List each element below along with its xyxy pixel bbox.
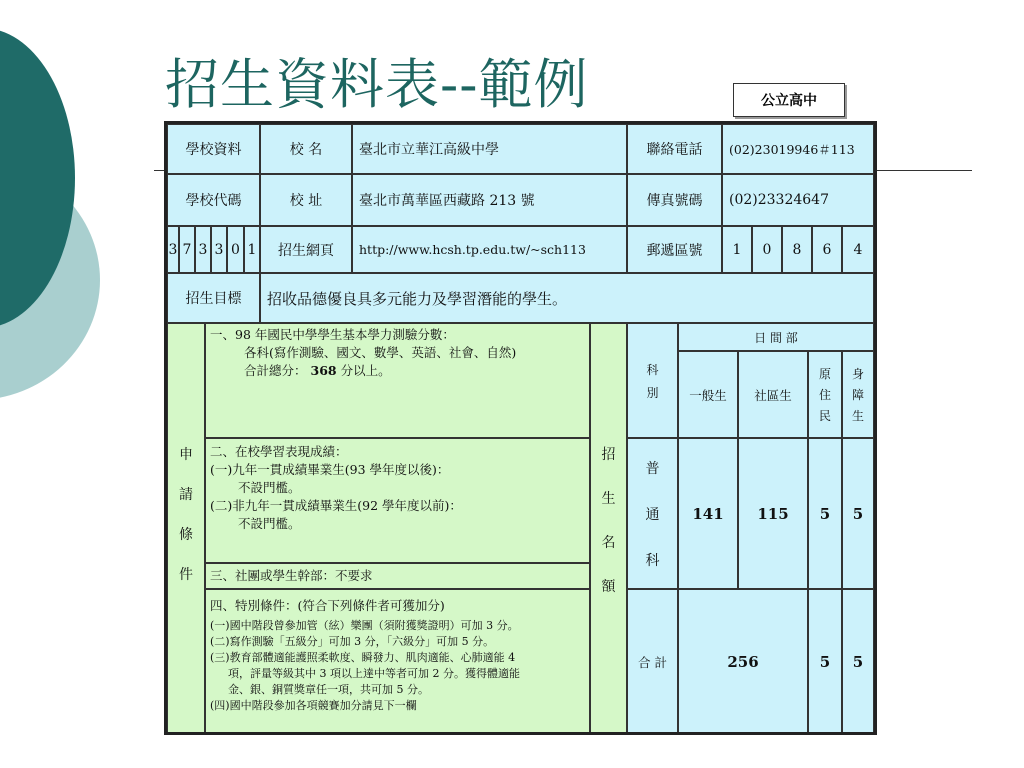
requirement-4-line: (二)寫作測驗「五級分」可加 3 分，「六級分」可加 5 分。	[210, 635, 495, 648]
school-info-label: 學校資料	[167, 124, 260, 174]
requirement-4-line: 項，評量等級其中 3 項以上達中等者可加 2 分。獲得體適能	[228, 667, 520, 680]
zip-digit: 6	[812, 226, 842, 273]
zip-digit: 1	[722, 226, 752, 273]
slide-title: 招生資料表--範例	[165, 53, 589, 116]
column-header-general: 一般生	[678, 351, 738, 438]
quota-label	[590, 323, 627, 735]
column-header-char: 身	[851, 367, 864, 381]
score-label: 合計總分：	[244, 363, 307, 378]
code-digit: 3	[195, 226, 211, 273]
requirements-label-char: 條	[179, 527, 193, 543]
school-name-value: 臺北市立華江高級中學	[352, 124, 627, 174]
subject-header-char: 別	[646, 385, 659, 400]
requirement-4	[205, 589, 590, 735]
column-header-char: 原	[818, 367, 831, 381]
requirement-1-line: 一、98 年國民中學學生基本學力測驗分數：	[210, 327, 455, 342]
column-header-char: 住	[818, 388, 831, 402]
score-value: 368	[310, 363, 337, 378]
requirement-4-line: (四)國中階段參加各項競賽加分請見下一欄	[210, 699, 417, 712]
column-header-community: 社區生	[738, 351, 808, 438]
column-header-char: 生	[851, 409, 864, 423]
requirements-label-char: 請	[179, 487, 193, 503]
quota-label-char: 招	[601, 447, 616, 463]
code-digit: 3	[167, 226, 179, 273]
program-general	[627, 438, 678, 589]
school-code-label: 學校代碼	[167, 174, 260, 226]
column-header-aboriginal	[808, 351, 842, 438]
quota-community: 115	[738, 438, 808, 589]
column-header-char: 民	[818, 409, 831, 423]
goal-value: 招收品德優良具多元能力及學習潛能的學生。	[260, 273, 874, 323]
requirements-label	[167, 323, 205, 735]
fax-value: (02)23324647	[722, 174, 874, 226]
school-name-label: 校 名	[260, 124, 352, 174]
requirements-label-char: 申	[179, 447, 193, 463]
score-suffix: 分以上。	[340, 363, 391, 378]
goal-label: 招生目標	[167, 273, 260, 323]
requirements-label-char: 件	[179, 567, 193, 583]
zip-digit: 4	[842, 226, 874, 273]
requirement-4-line: 四、特別條件：(符合下列條件者可獲加分)	[210, 598, 445, 613]
requirement-4-line: 金、銀、銅質獎章任一項，共可加 5 分。	[228, 683, 429, 696]
fax-label: 傳真號碼	[627, 174, 722, 226]
requirement-2-line: 二、在校學習表現成績：	[210, 444, 348, 459]
requirement-3: 三、社團或學生幹部：不要求	[205, 563, 590, 589]
website-link[interactable]: http://www.hcsh.tp.edu.tw/~sch113	[352, 226, 627, 273]
enrollment-data-table	[164, 121, 877, 735]
requirement-2-line: (二)非九年一貫成績畢業生(92 學年度以前)：	[210, 498, 462, 513]
column-header-disabled	[842, 351, 874, 438]
total-label: 合 計	[627, 589, 678, 735]
school-type-badge: 公立高中	[733, 83, 845, 117]
address-value: 臺北市萬華區西藏路 213 號	[352, 174, 627, 226]
code-digit: 0	[227, 226, 244, 273]
program-char: 科	[645, 552, 660, 569]
requirement-4-line: (一)國中階段曾參加管（絃）樂團（須附獲獎證明）可加 3 分。	[210, 619, 519, 632]
requirement-1-line: 各科(寫作測驗、國文、數學、英語、社會、自然)	[244, 345, 517, 360]
requirement-2	[205, 438, 590, 563]
code-digit: 3	[211, 226, 227, 273]
quota-disabled: 5	[842, 438, 874, 589]
requirement-1	[205, 323, 590, 438]
requirement-2-line: 不設門檻。	[238, 516, 301, 531]
zip-digit: 0	[752, 226, 782, 273]
code-digit: 7	[179, 226, 195, 273]
requirement-4-line: (三)教育部體適能護照柔軟度、瞬發力、肌肉適能、心肺適能 4	[210, 651, 516, 664]
total-disabled: 5	[842, 589, 874, 735]
phone-value: (02)23019946＃113	[722, 124, 874, 174]
program-char: 普	[645, 460, 660, 477]
address-label: 校 址	[260, 174, 352, 226]
day-division-header: 日 間 部	[678, 323, 874, 351]
subject-header	[627, 323, 678, 438]
code-digit: 1	[244, 226, 260, 273]
phone-label: 聯絡電話	[627, 124, 722, 174]
program-char: 通	[645, 506, 660, 523]
quota-label-char: 名	[601, 535, 616, 551]
website-label: 招生網頁	[260, 226, 352, 273]
quota-label-char: 額	[601, 579, 616, 595]
quota-general: 141	[678, 438, 738, 589]
requirement-2-line: 不設門檻。	[238, 480, 301, 495]
column-header-char: 障	[851, 388, 864, 402]
zip-digit: 8	[782, 226, 812, 273]
zip-label: 郵遞區號	[627, 226, 722, 273]
total-aboriginal: 5	[808, 589, 842, 735]
quota-aboriginal: 5	[808, 438, 842, 589]
total-general: 256	[678, 589, 808, 735]
quota-label-char: 生	[601, 491, 616, 507]
subject-header-char: 科	[646, 362, 659, 377]
requirement-1-score-line	[210, 362, 585, 380]
requirement-2-line: (一)九年一貫成績畢業生(93 學年度以後)：	[210, 462, 450, 477]
